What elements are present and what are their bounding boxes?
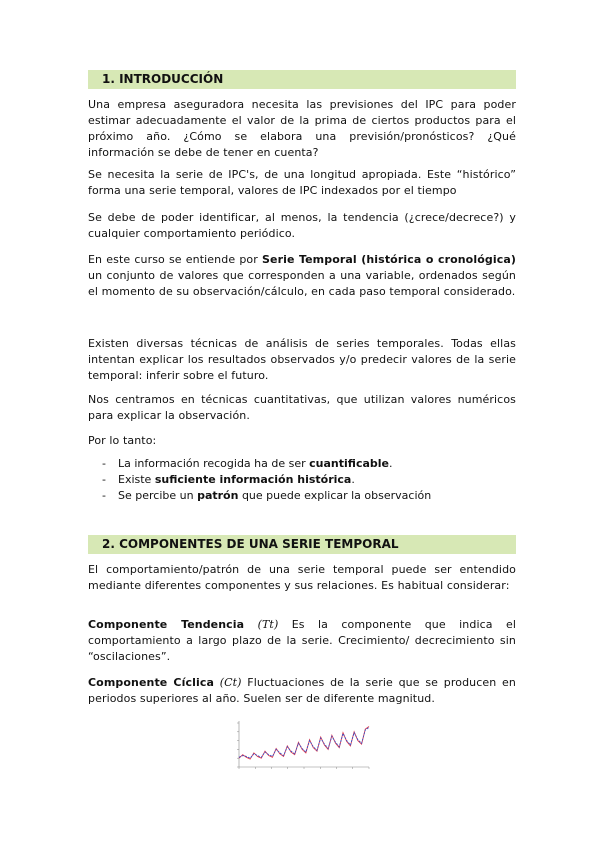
section-heading-componentes: 2. COMPONENTES DE UNA SERIE TEMPORAL xyxy=(88,535,516,554)
time-series-thumbnail-chart xyxy=(233,717,373,775)
paragraph-intro-6: Nos centramos en técnicas cuantitativas, que utilizan valores numéricos para explicar la observación. xyxy=(88,393,516,422)
paragraph-components-1: El comportamiento/patrón de una serie temporal puede ser entendido mediante diferentes componentes y sus relaciones. Es habitual considerar: xyxy=(88,563,516,592)
paragraph-intro-5: Existen diversas técnicas de análisis de series temporales. Todas ellas intentan explicar los resultados observados y/o predecir valores de la serie temporal: inferir sobre el futuro. xyxy=(88,337,516,382)
paragraph-intro-4: En este curso se entiende por Serie Temporal (histórica o cronológica) un conjunto de valores que corresponden a una variable, ordenados según el momento de su observación/cálculo, en cada paso temporal considerado. xyxy=(88,253,516,298)
paragraph-intro-1: Una empresa aseguradora necesita las previsiones del IPC para poder estimar adecuadamente el valor de la prima de ciertos productos para el próximo año. ¿Cómo se elabora una previsión/pronósticos? ¿Qué información se debe de tener en cuenta? xyxy=(88,98,516,159)
paragraph-intro-3: Se debe de poder identificar, al menos, la tendencia (¿crece/decrece?) y cualquier comportamiento periódico. xyxy=(88,211,516,240)
requirements-list xyxy=(88,456,516,504)
series-line-1 xyxy=(239,727,369,760)
series-group xyxy=(239,727,369,760)
list-item: - Se percibe un patrón que puede explicar la observación xyxy=(102,489,432,502)
paragraph-component-tendencia: Componente Tendencia (Tt) Es la componente que indica el comportamiento a largo plazo de la serie. Crecimiento/ decrecimiento sin “oscilaciones”. xyxy=(88,618,516,663)
section-heading-introduccion: 1. INTRODUCCIÓN xyxy=(88,70,516,89)
y-tick-group xyxy=(237,723,239,767)
list-item: - Existe suficiente información histórica. xyxy=(102,473,355,486)
paragraph-component-ciclica: Componente Cíclica (Ct) Fluctuaciones de la serie que se producen en periodos superiores al año. Suelen ser de diferente magnitud. xyxy=(88,676,516,705)
paragraph-intro-7: Por lo tanto: xyxy=(88,434,157,447)
list-item: - La información recogida ha de ser cuantificable. xyxy=(102,457,393,470)
series-line-2 xyxy=(239,727,369,758)
paragraph-intro-2: Se necesita la serie de IPC's, de una longitud apropiada. Este “histórico” forma una serie temporal, valores de IPC indexados por el tiempo xyxy=(88,168,516,197)
